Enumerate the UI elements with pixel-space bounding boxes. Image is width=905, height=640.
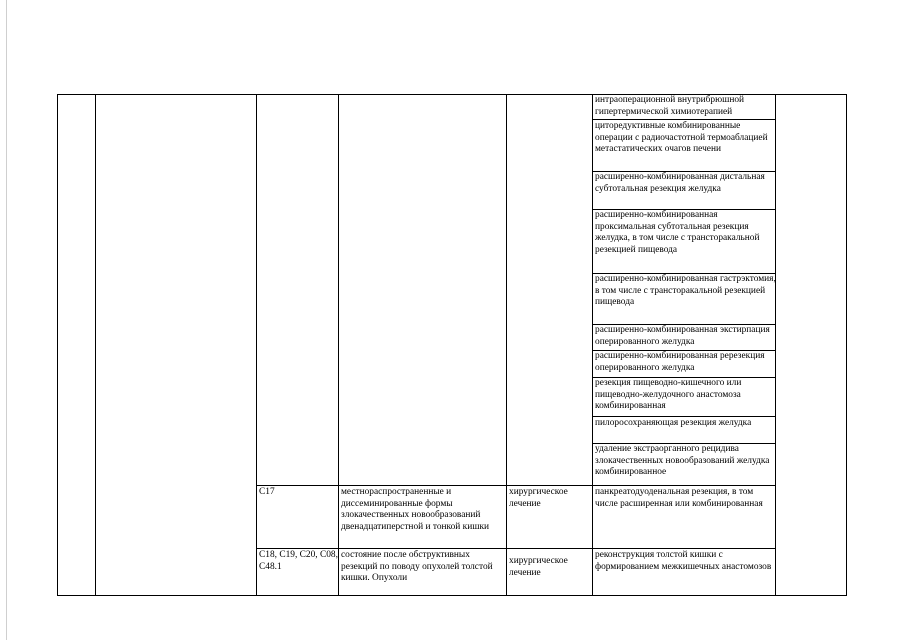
page-edge (6, 0, 7, 640)
diagnosis-code-cell: C17 (259, 487, 275, 497)
procedure-cell: циторедуктивные комбинированные операции с радиочастотной термоаблацией метастатических очагов печени (595, 121, 768, 155)
column-divider-1 (95, 94, 96, 595)
procedure-cell: резекция пищеводно-кишечного или пищеводно-желудочного анастомоза комбинированная (595, 378, 742, 412)
procedure-cell: реконструкция толстой кишки с формированием межкишечных анастомозов (595, 550, 772, 572)
procedure-cell: удаление экстраорганного рецидива злокачественных новообразований желудка комбинированное (595, 444, 770, 478)
procedure-cell: интраоперационной внутрибрюшной гипертермической химиотерапией (595, 95, 745, 117)
procedure-cell: расширенно-комбинированная гастрэктомия, в том числе с трансторакальной резекцией пищевода (595, 274, 776, 308)
table-bottom-border (57, 595, 847, 596)
procedure-cell: расширенно-комбинированная проксимальная субтотальная резекция желудка, в том числе с трансторакальной резекцией пищевода (595, 210, 760, 256)
condition-cell: состояние после обструктивных резекций по поводу опухолей толстой кишки. Опухоли (341, 550, 493, 584)
procedure-cell: расширенно-комбинированная экстирпация оперированного желудка (595, 325, 770, 347)
procedure-cell: расширенно-комбинированная ререзекция оперированного желудка (595, 351, 765, 373)
procedure-cell: пилоросохраняющая резекция желудка (595, 418, 752, 428)
treatment-type-cell: хирургическое лечение (509, 487, 568, 509)
diagnosis-code-cell: C18, C19, C20, C08, C48.1 (259, 550, 338, 572)
row-divider (256, 485, 776, 486)
procedure-cell: панкреатодуоденальная резекция, в том числе расширенная или комбинированная (595, 487, 763, 509)
table-border-right (846, 94, 847, 595)
procedure-divider (592, 416, 776, 417)
table-border-left (57, 94, 58, 595)
procedure-cell: расширенно-комбинированная дистальная субтотальная резекция желудка (595, 172, 765, 194)
condition-cell: местнораспространенные и диссеминированные формы злокачественных новообразований двенадцатиперстной и тонкой кишки (341, 487, 490, 533)
procedure-divider (592, 119, 776, 120)
row-divider (256, 548, 776, 549)
treatment-type-cell: хирургическое лечение (509, 556, 568, 578)
